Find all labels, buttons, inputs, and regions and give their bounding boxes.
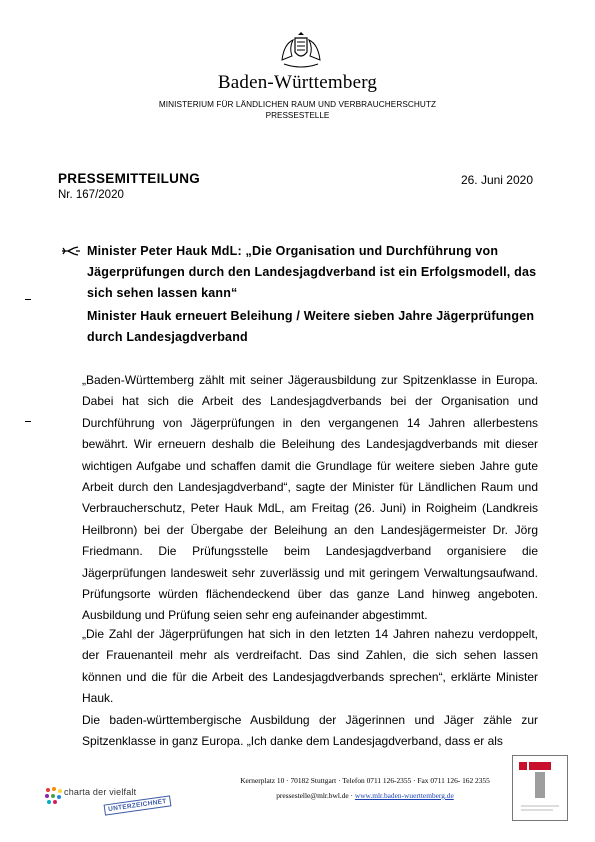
body-paragraph: „Baden-Württemberg zählt mit seiner Jägerausbildung zur Spitzenklasse in Europa. Dabei hat sich die Arbeit des Landesjagdverbands bei der Organisation und Durchführung von Jägerprüfungen in den vergangenen 14 Jahren allerbestens bewährt. Wir erneuern deshalb die Beleihung des Landesjagdverbands mit dieser wichtigen Aufgabe und schaffen damit die Grundlage für weitere sieben Jahre gute Arbeit durch den Landesjagdverband“, sagte der Minister für Ländlichen Raum und Verbraucherschutz, Peter Hauk MdL, am Freitag (26. Juni) in Roigheim (Landkreis Heilbronn) bei der Übergabe der Beleihung an den Landesjägermeister Dr. Jörg Friedmann. Die Prüfungsstelle beim Landesjagdverband organisiere die Jägerprüfungen landesweit sehr zuverlässig und mit geringem Verwaltungsaufwand. Prüfungsorte würden flächendeckend über das ganze Land hinweg angeboten. Ausbildung und Prüfung seien sehr eng aufeinander abgestimmt. [82, 373, 538, 623]
ministry-name: MINISTERIUM FÜR LÄNDLICHEN RAUM UND VERBRAUCHERSCHUTZ [158, 100, 437, 109]
body-paragraph: Die baden-württembergische Ausbildung der Jägerinnen und Jäger zähle zur Spitzenklasse in ganz Europa. „Ich danke dem Landesjagdverband, dass er als [82, 712, 538, 749]
body-paragraph-block [82, 624, 538, 752]
headline: Minister Peter Hauk MdL: „Die Organisation und Durchführung von Jägerprüfungen durch den Landesjagdverband ist ein Erfolgsmodell, das sich sehen lassen kann“ [87, 244, 537, 300]
coat-of-arms-icon [278, 30, 324, 70]
certificate-logo [512, 755, 568, 821]
deer-antler-icon [60, 245, 82, 257]
press-release-date: 26. Juni 2020 [460, 173, 533, 187]
footer-address: Kernerplatz 10 · 70182 Stuttgart · Telefon 0711 126-2355 · Fax 0711 126- 162 2355 [240, 776, 490, 785]
charta-logo-icon [44, 786, 64, 806]
press-release-number: Nr. 167/2020 [58, 189, 124, 201]
margin-mark [25, 299, 31, 300]
footer-email[interactable]: pressestelle@mlr.bwl.de · [276, 791, 355, 800]
footer-contact [200, 791, 530, 800]
footer-website-link[interactable]: www.mlr.baden-wuerttemberg.de [354, 791, 454, 800]
state-name: Baden-Württemberg [217, 72, 378, 93]
subheadline: Minister Hauk erneuert Beleihung / Weitere sieben Jahre Jägerprüfungen durch Landesjagdverband [87, 309, 535, 344]
department-name: PRESSESTELLE [265, 111, 330, 120]
press-release-label: PRESSEMITTEILUNG [58, 171, 201, 186]
charta-label: charta der vielfalt [64, 787, 137, 797]
margin-mark [25, 421, 31, 422]
charta-stamp: UNTERZEICHNET [104, 795, 172, 815]
certificate-logo-icon [513, 756, 567, 820]
body-paragraph: „Die Zahl der Jägerprüfungen hat sich in den letzten 14 Jahren nahezu verdoppelt, der Frauenanteil mehr als verdreifacht. Das sind Zahlen, die sich sehen lassen können und die für die Arbeit des Landesjagdverbands sprechen“, erklärte Minister Hauk. [82, 627, 538, 706]
